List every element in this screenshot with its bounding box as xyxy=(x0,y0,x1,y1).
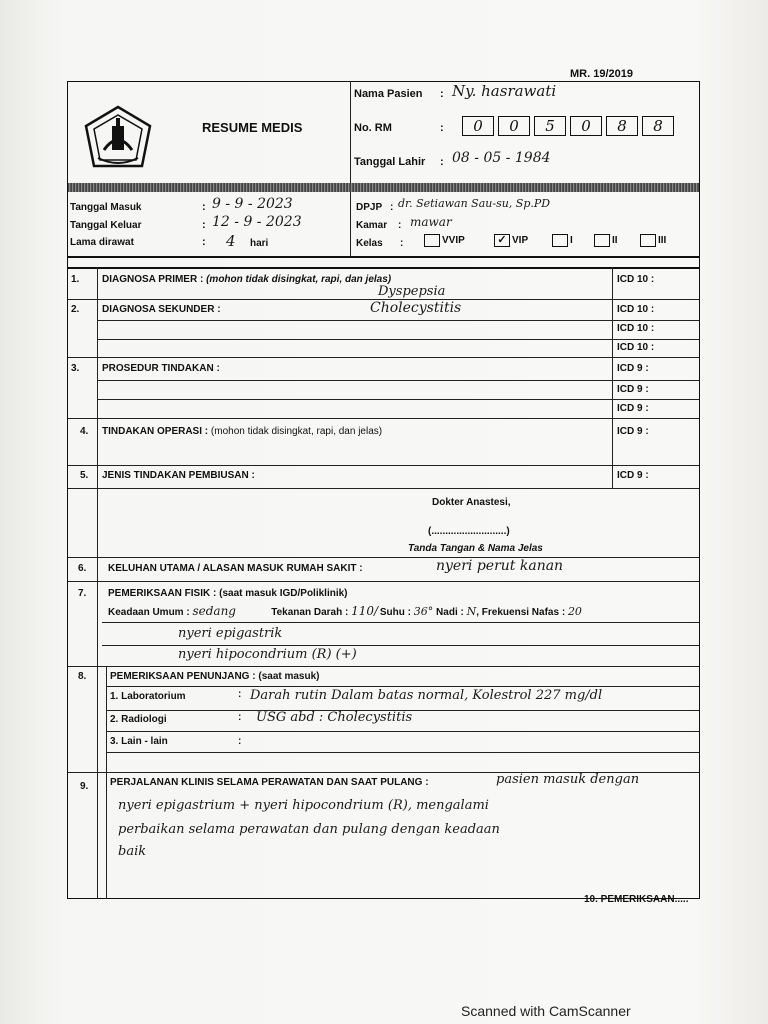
lama-dirawat-label: Lama dirawat xyxy=(70,237,134,248)
rm-digit: 0 xyxy=(462,116,494,136)
prosedur-label: PROSEDUR TINDAKAN : xyxy=(102,363,220,374)
header-band xyxy=(68,183,699,192)
keluhan-utama-value: nyeri perut kanan xyxy=(436,558,564,574)
section-9-number: 9. xyxy=(80,781,89,792)
kelas-options xyxy=(424,234,680,247)
lain-lain-label: 3. Lain - lain xyxy=(110,736,168,747)
perjalanan-klinis-label: PERJALANAN KLINIS SELAMA PERAWATAN DAN SAAT PULANG : xyxy=(110,777,429,788)
kelas-label: Kelas xyxy=(356,238,383,249)
fisik-finding-1: nyeri epigastrik xyxy=(178,626,283,641)
vital-signs-row xyxy=(108,604,582,618)
icd10-sekunder-1: ICD 10 : xyxy=(617,304,655,315)
suhu-label: Suhu : xyxy=(379,607,411,618)
diagnosa-primer-label: DIAGNOSA PRIMER : (mohon tidak disingkat, rapi, dan jelas) xyxy=(102,274,392,285)
section-1-number: 1. xyxy=(71,274,80,285)
nadi-label: Nadi : xyxy=(436,607,464,618)
rm-digit: 5 xyxy=(534,116,566,136)
tgl-masuk-label: Tanggal Masuk xyxy=(70,202,142,213)
kelas-option-i[interactable]: I xyxy=(552,234,594,247)
perjalanan-klinis-line-2: nyeri epigastrium + nyeri hipocondrium (R), mengalami xyxy=(118,798,489,813)
dpjp-label: DPJP xyxy=(356,202,383,213)
section-8-number: 8. xyxy=(78,671,87,682)
lama-dirawat-unit: hari xyxy=(250,238,269,249)
diagnosa-sekunder-value: Cholecystitis xyxy=(370,300,462,316)
checkbox-vip-checked[interactable]: ✓ xyxy=(494,234,510,247)
keluhan-utama-label: KELUHAN UTAMA / ALASAN MASUK RUMAH SAKIT : xyxy=(108,563,363,574)
perjalanan-klinis-line-1: pasien masuk dengan xyxy=(496,772,640,787)
perjalanan-klinis-line-4: baik xyxy=(118,844,147,859)
icd10-sekunder-3: ICD 10 : xyxy=(617,342,655,353)
rm-label: No. RM xyxy=(354,122,392,134)
checkbox-iii[interactable] xyxy=(640,234,656,247)
diagnosa-primer-value: Dyspepsia xyxy=(378,284,446,299)
icd9-prosedur-1: ICD 9 : xyxy=(617,363,649,374)
kelas-option-iii[interactable]: III xyxy=(640,234,680,247)
pemeriksaan-fisik-label: PEMERIKSAAN FISIK : (saat masuk IGD/Poliklinik) xyxy=(108,588,348,599)
section-5-number: 5. xyxy=(80,470,89,481)
nadi-value: N xyxy=(466,605,477,618)
tekanan-darah-label: Tekanan Darah : xyxy=(271,607,349,618)
kelas-option-vvip[interactable]: VVIP xyxy=(424,234,494,247)
section-7-number: 7. xyxy=(78,588,87,599)
dpjp-value: dr. Setiawan Sau-su, Sp.PD xyxy=(398,197,551,210)
tekanan-darah-value: 110/ xyxy=(351,604,379,618)
frekuensi-nafas-label: , Frekuensi Nafas : xyxy=(476,607,566,618)
icd9-operasi: ICD 9 : xyxy=(617,426,649,437)
tindakan-operasi-label: TINDAKAN OPERASI : (mohon tidak disingkat, rapi, dan jelas) xyxy=(102,426,383,437)
icd10-sekunder-2: ICD 10 : xyxy=(617,323,655,334)
checkbox-vvip[interactable] xyxy=(424,234,440,247)
scanner-watermark: Scanned with CamScanner xyxy=(461,1003,631,1019)
dokter-anestesi-title: Dokter Anastesi, xyxy=(432,497,511,508)
diagnosa-sekunder-label: DIAGNOSA SEKUNDER : xyxy=(102,304,221,315)
radiologi-value: USG abd : Cholecystitis xyxy=(256,710,413,725)
jenis-pembiusan-label: JENIS TINDAKAN PEMBIUSAN : xyxy=(102,470,255,481)
frekuensi-nafas-value: 20 xyxy=(567,605,582,618)
rm-digit: 8 xyxy=(606,116,638,136)
rm-digit: 8 xyxy=(642,116,674,136)
section-4-number: 4. xyxy=(80,426,89,437)
keadaan-umum-value: sedang xyxy=(192,604,236,618)
suhu-value: 36° xyxy=(413,605,434,618)
tgl-keluar-label: Tanggal Keluar xyxy=(70,220,142,231)
next-section-label: 10. PEMERIKSAAN..... xyxy=(584,894,689,905)
section-3-number: 3. xyxy=(71,363,80,374)
kamar-value: mawar xyxy=(410,215,452,229)
icd9-pembiusan: ICD 9 : xyxy=(617,470,649,481)
patient-name-value: Ny. hasrawati xyxy=(452,82,557,100)
patient-name-label: Nama Pasien xyxy=(354,88,423,100)
laboratorium-value: Darah rutin Dalam batas normal, Kolestrol 227 mg/dl xyxy=(250,688,603,703)
fisik-finding-2: nyeri hipocondrium (R) (+) xyxy=(178,647,357,662)
rm-digit: 0 xyxy=(498,116,530,136)
laboratorium-label: 1. Laboratorium xyxy=(110,691,186,702)
rm-digit: 0 xyxy=(570,116,602,136)
keadaan-umum-label: Keadaan Umum : xyxy=(108,607,190,618)
section-6-number: 6. xyxy=(78,563,87,574)
form-title: RESUME MEDIS xyxy=(202,120,303,135)
hospital-emblem-icon xyxy=(82,104,154,174)
rm-digit-boxes xyxy=(462,116,678,136)
icd9-prosedur-3: ICD 9 : xyxy=(617,403,649,414)
kelas-option-ii[interactable]: II xyxy=(594,234,640,247)
kamar-label: Kamar xyxy=(356,220,388,231)
icd10-primer: ICD 10 : xyxy=(617,274,655,285)
pemeriksaan-penunjang-label: PEMERIKSAAN PENUNJANG : (saat masuk) xyxy=(110,671,320,682)
perjalanan-klinis-line-3: perbaikan selama perawatan dan pulang dengan keadaan xyxy=(118,822,500,837)
checkbox-i[interactable] xyxy=(552,234,568,247)
icd9-prosedur-2: ICD 9 : xyxy=(617,384,649,395)
checkbox-ii[interactable] xyxy=(594,234,610,247)
dokter-anestesi-blank: (...........................) xyxy=(428,526,510,537)
dob-label: Tanggal Lahir xyxy=(354,156,426,168)
lama-dirawat-value: 4 xyxy=(226,232,236,250)
dob-value: 08 - 05 - 1984 xyxy=(452,150,551,166)
form-number: MR. 19/2019 xyxy=(570,68,633,80)
section-2-number: 2. xyxy=(71,304,80,315)
radiologi-label: 2. Radiologi xyxy=(110,714,167,725)
dokter-anestesi-signature-label: Tanda Tangan & Nama Jelas xyxy=(408,543,543,554)
tgl-keluar-value: 12 - 9 - 2023 xyxy=(212,214,302,230)
tgl-masuk-value: 9 - 9 - 2023 xyxy=(212,196,293,212)
kelas-option-vip[interactable]: ✓ VIP xyxy=(494,234,552,247)
